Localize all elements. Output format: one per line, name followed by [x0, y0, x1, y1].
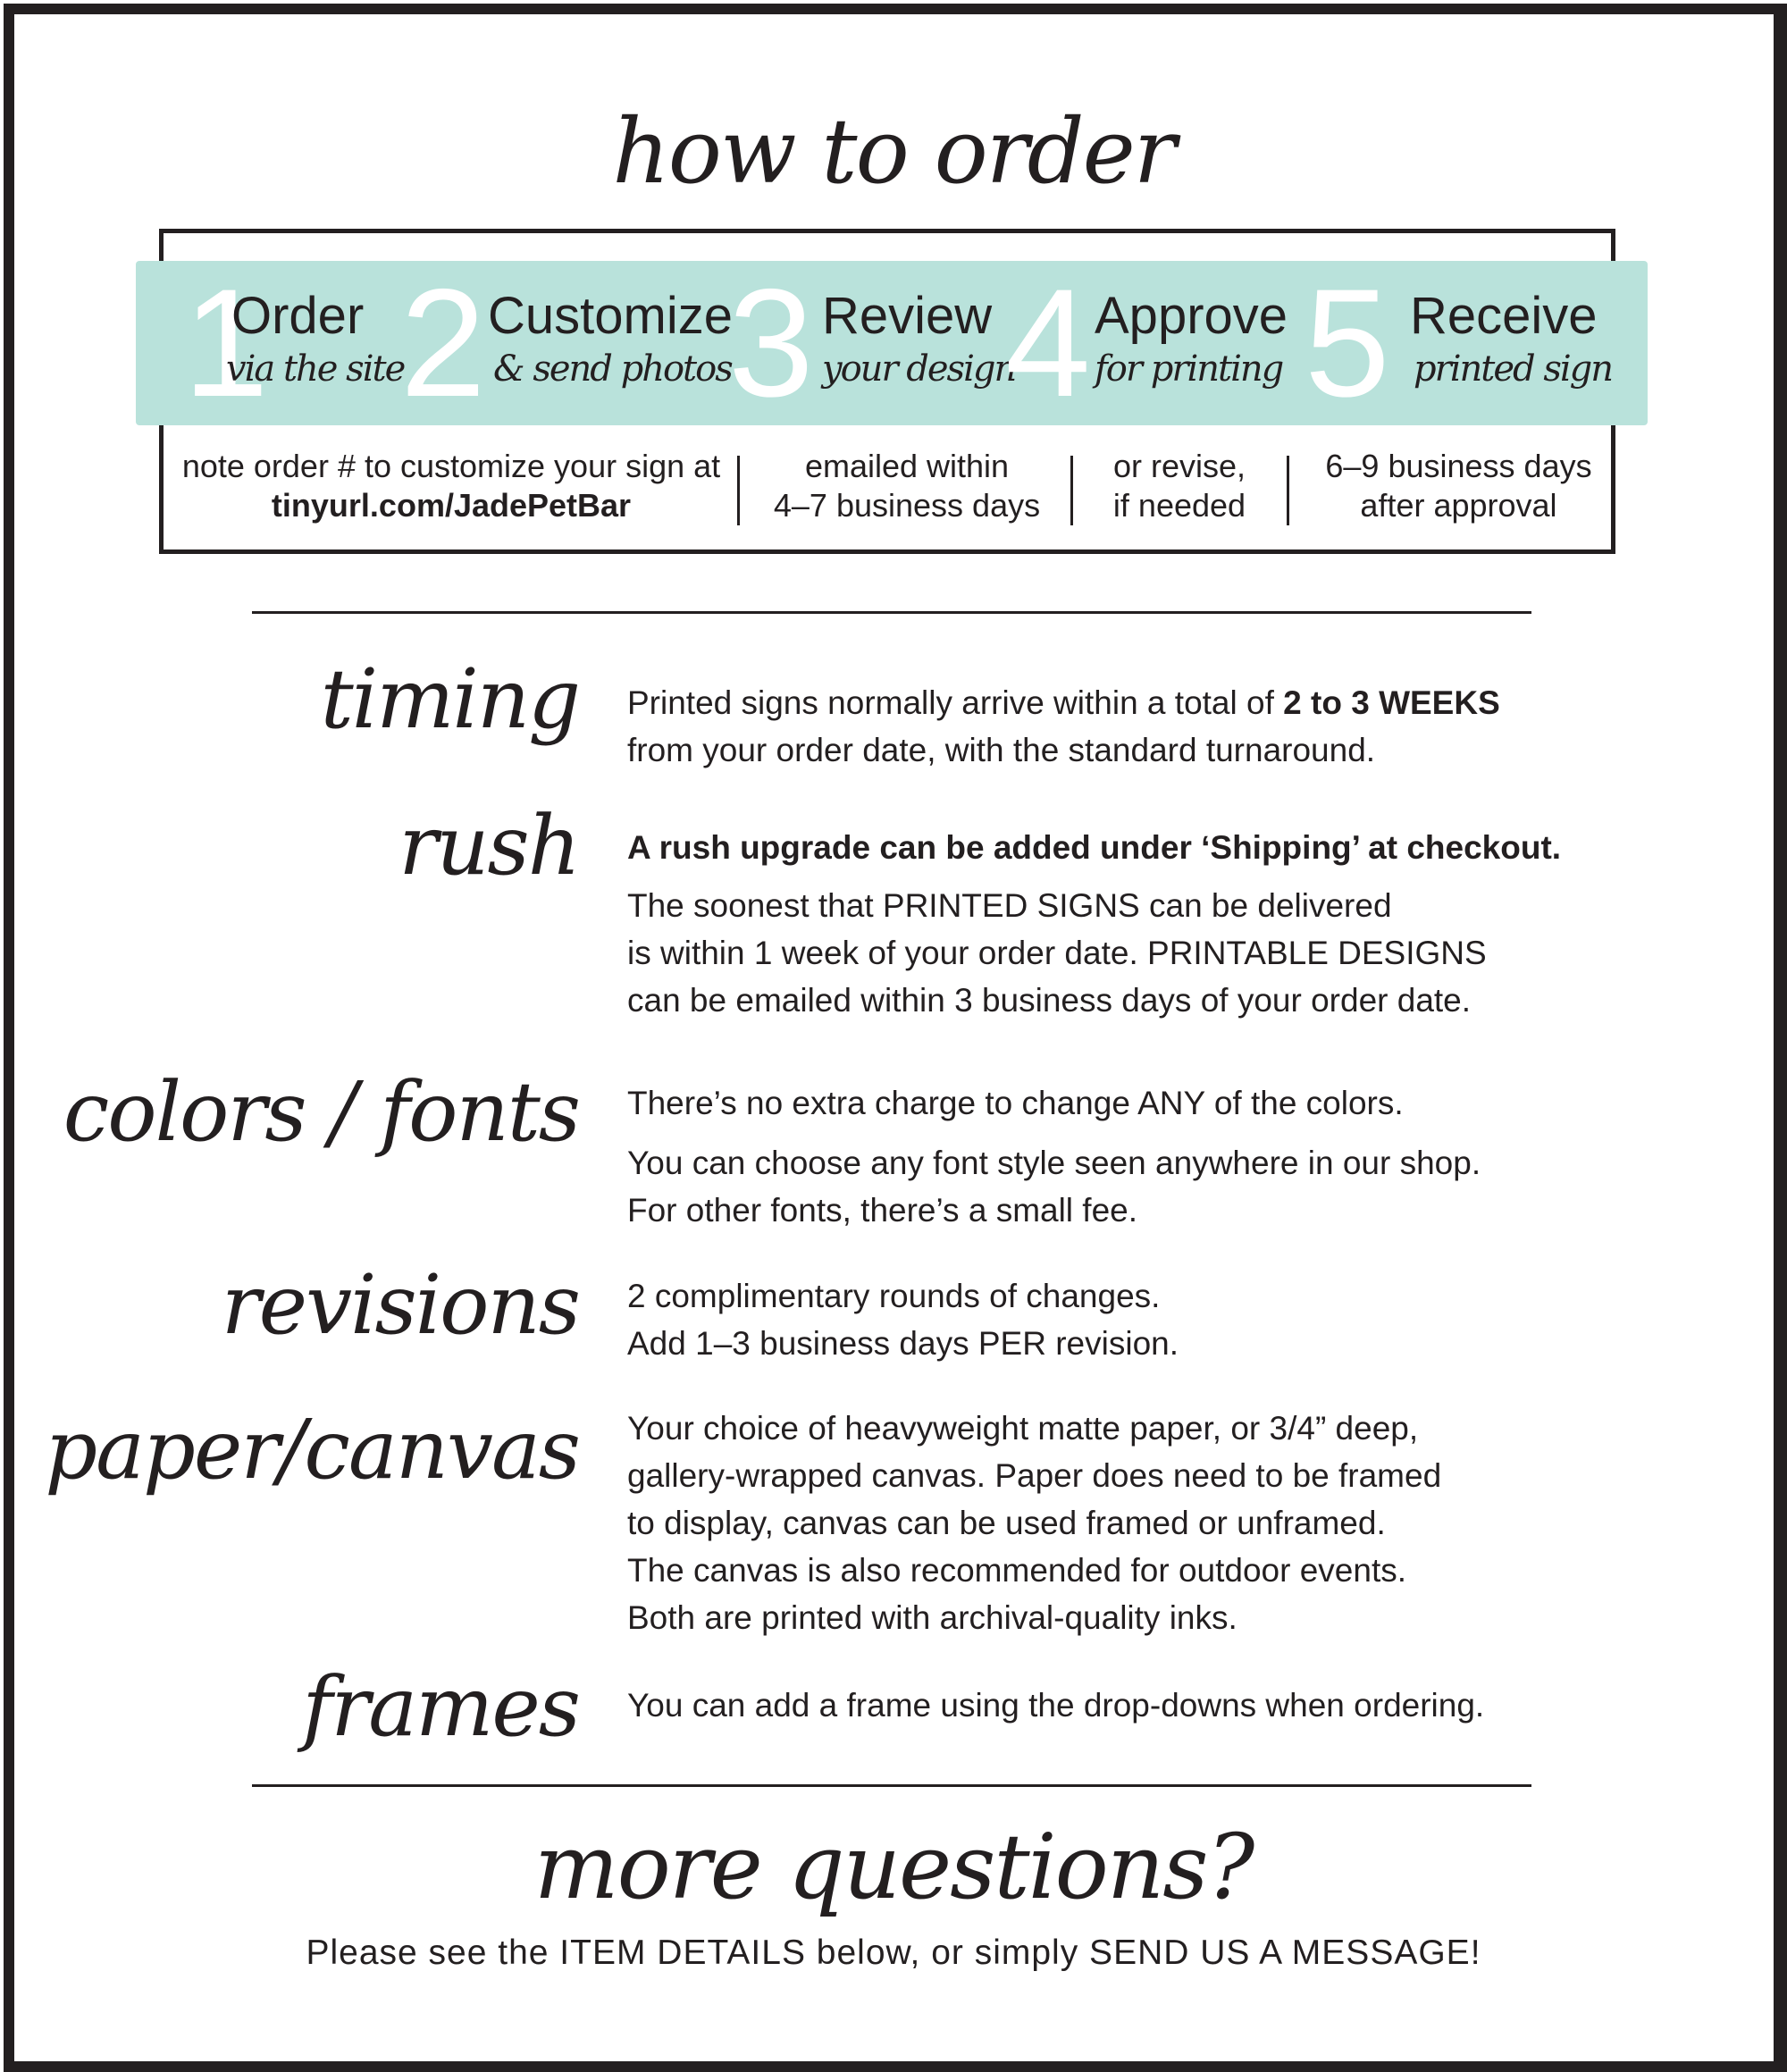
rush-text: [627, 824, 1655, 1024]
step-subtitle: printed sign: [1414, 348, 1613, 390]
revisions-line: Add 1–3 business days PER revision.: [627, 1325, 1179, 1362]
note-line: 4–7 business days: [773, 487, 1041, 524]
note-customize: [179, 447, 724, 525]
colors-line: There’s no extra charge to change ANY of the colors.: [627, 1085, 1404, 1121]
note-line: emailed within: [804, 448, 1010, 484]
note-line: if needed: [1112, 487, 1246, 524]
timing-text: [627, 679, 1655, 774]
step-subtitle: via the site: [226, 348, 405, 390]
divider: [1070, 456, 1073, 525]
paper-canvas-text: [627, 1405, 1655, 1641]
step-subtitle: & send photos: [493, 348, 732, 390]
note-approve: [1081, 447, 1278, 525]
paper-canvas-line: The canvas is also recommended for outdoor events.: [627, 1552, 1407, 1589]
timing-line-prefix: Printed signs normally arrive within a total of: [627, 684, 1284, 721]
revisions-line: 2 complimentary rounds of changes.: [627, 1278, 1161, 1314]
rush-label: rush: [399, 798, 579, 893]
timing-label: timing: [320, 651, 579, 747]
fonts-line: For other fonts, there’s a small fee.: [627, 1192, 1138, 1229]
timing-line: from your order date, with the standard turnaround.: [627, 732, 1376, 768]
note-line: note order # to customize your sign at: [181, 448, 721, 484]
more-questions-text: Please see the ITEM DETAILS below, or simply SEND US A MESSAGE!: [306, 1934, 1481, 1972]
step-title: Order: [231, 287, 365, 345]
rush-line: can be emailed within 3 business days of your order date.: [627, 982, 1472, 1019]
rush-bold-line: A rush upgrade can be added under ‘Shipping’ at checkout.: [627, 829, 1562, 866]
note-review: [751, 447, 1063, 525]
colors-fonts-text: [627, 1079, 1655, 1234]
step-subtitle: for printing: [1095, 348, 1283, 390]
paper-canvas-line: to display, canvas can be used framed or unframed.: [627, 1505, 1386, 1541]
paper-canvas-line: Your choice of heavyweight matte paper, or 3/4” deep,: [627, 1410, 1419, 1447]
paper-canvas-label: paper/canvas: [45, 1402, 579, 1497]
revisions-text: [627, 1272, 1655, 1367]
step-number: 1: [183, 257, 269, 429]
top-rule: [252, 611, 1531, 614]
fonts-line: You can choose any font style seen anywhere in our shop.: [627, 1145, 1481, 1181]
step-number: 4: [1005, 257, 1091, 429]
timing-highlight: 2 to 3 WEEKS: [1283, 684, 1500, 721]
note-receive: [1300, 447, 1617, 525]
revisions-label: revisions: [221, 1257, 579, 1353]
timing-line: [627, 679, 1655, 726]
step-title: Approve: [1095, 287, 1288, 345]
frames-label: frames: [302, 1659, 579, 1755]
paper-canvas-line: gallery-wrapped canvas. Paper does need to be framed: [627, 1457, 1442, 1494]
step-number: 5: [1305, 257, 1390, 429]
divider: [1287, 456, 1289, 525]
step-title: Review: [822, 287, 993, 345]
step-subtitle: your design: [822, 348, 1016, 390]
customize-url-link[interactable]: tinyurl.com/JadePetBar: [271, 487, 632, 524]
rush-line: is within 1 week of your order date. PRINTABLE DESIGNS: [627, 935, 1487, 971]
step-title: Receive: [1410, 287, 1598, 345]
frames-line: You can add a frame using the drop-downs when ordering.: [627, 1687, 1485, 1724]
note-line: after approval: [1360, 487, 1557, 524]
colors-fonts-label: colors / fonts: [63, 1064, 579, 1160]
step-number: 2: [400, 257, 486, 429]
bottom-rule: [252, 1784, 1531, 1787]
paper-canvas-line: Both are printed with archival-quality inks.: [627, 1599, 1237, 1636]
divider: [737, 456, 740, 525]
note-line: 6–9 business days: [1325, 448, 1592, 484]
frames-text: [627, 1682, 1655, 1729]
rush-line: The soonest that PRINTED SIGNS can be delivered: [627, 887, 1392, 924]
step-title: Customize: [488, 287, 733, 345]
page-title: how to order: [612, 99, 1175, 204]
step-number: 3: [728, 257, 814, 429]
more-questions-title: more questions?: [533, 1815, 1254, 1919]
note-line: or revise,: [1112, 448, 1246, 484]
